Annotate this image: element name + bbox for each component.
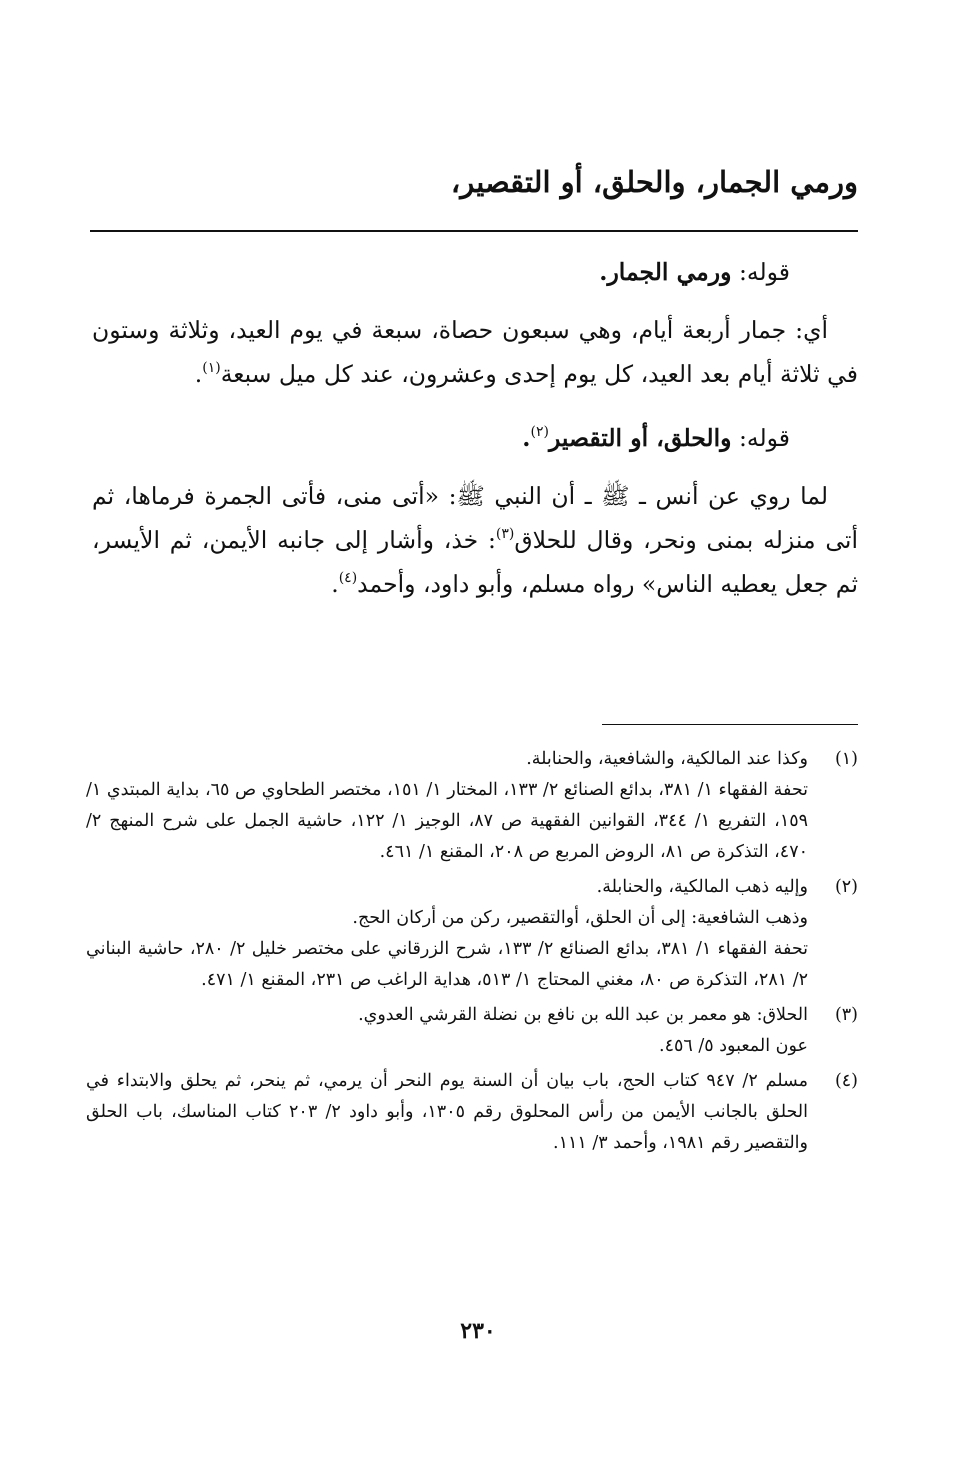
footnote-line: وذهب الشافعية: إلى أن الحلق، أوالتقصير، ركن من أركان الحج. (352, 908, 808, 928)
page-number: ٢٣٠ (460, 1318, 496, 1344)
footnote-number: (٢) (834, 877, 858, 897)
footnote-ref: (٤) (338, 570, 358, 586)
body-paragraph-1: أي: جمار أربعة أيام، وهي سبعون حصاة، سبعة في يوم العيد، وثلاثة وستون في ثلاثة أيام بعد العيد، كل يوم إحدى وعشرون، عند كل ميل سبعة$^{(١)}$. (92, 316, 858, 388)
main-text (92, 250, 858, 606)
footnote-number: (٤) (834, 1071, 858, 1091)
footnote-rule (602, 724, 858, 725)
qawl-heading: ورمي الجمار. (599, 258, 732, 286)
footnote-line: الحلاق: هو معمر بن عبد الله بن نافع بن نضلة القرشي العدوي. (358, 1005, 808, 1025)
qawl-heading: والحلق، أو التقصير (548, 424, 732, 452)
footnote-line: عون المعبود ٥/ ٤٥٦. (659, 1036, 808, 1056)
footnote (86, 1066, 858, 1159)
footnote-number: (٣) (834, 1005, 858, 1025)
qawl-prefix: قوله: (738, 424, 790, 452)
footnotes (86, 744, 858, 1163)
qawl-line-1 (92, 250, 858, 294)
running-head: ورمي الجمار، والحلق، أو التقصير، (450, 165, 858, 199)
footnote-line: تحفة الفقهاء ١/ ٣٨١، بدائع الصنائع ٢/ ١٣٣، المختار ١/ ١٥١، مختصر الطحاوي ص ٦٥، بداية المبتدي ١/ ١٥٩، التفريع ١/ ٣٤٤، القوانين الفقهية ص ٨٧، الوجيز ١/ ١٢٢، حاشية الجمل على شرح المنهج ٢/ ٤٧٠، التذكرة ص ٨١، الروض المربع ص ٢٠٨، المقنع ١/ ٤٦١. (86, 780, 809, 862)
footnote-line: وكذا عند المالكية، والشافعية، والحنابلة. (526, 749, 808, 769)
footnote (86, 744, 858, 868)
footnote-line: تحفة الفقهاء ١/ ٣٨١، بدائع الصنائع ٢/ ١٣٣، شرح الزرقاني على مختصر خليل ٢/ ٢٨٠، حاشية البناني ٢/ ٢٨١، التذكرة ص ٨٠، مغني المحتاج ١/ ٥١٣، هداية الراغب ص ٢٣١، المقنع ١/ ٤٧١. (86, 939, 809, 990)
qawl-line-2: قوله: والحلق، أو التقصير$^{(٢)}$. (522, 424, 790, 452)
footnote-line: مسلم ٢/ ٩٤٧ كتاب الحج، باب بيان أن السنة يوم النحر أن يرمي، ثم ينحر، ثم يحلق والابتداء في الحلق بالجانب الأيمن من رأس المحلوق رقم ١٣٠٥، وأبو داود ٢/ ٢٠٣ كتاب المناسك، باب الحلق والتقصير رقم ١٩٨١، وأحمد ٣/ ١١١. (86, 1071, 808, 1153)
footnote (86, 872, 858, 996)
footnote-line: وإليه ذهب المالكية، والحنابلة. (596, 877, 808, 897)
footnote-ref: (٣) (495, 526, 515, 542)
footnote-ref: (١) (202, 360, 221, 376)
qawl-prefix: قوله: (738, 258, 790, 286)
footnote-ref: (٢) (530, 424, 549, 440)
footnote (86, 1000, 858, 1062)
body-paragraph-2: لما روي عن أنس ـ ﷺ ـ أن النبي ﷺ: «أتى منى، فأتى الجمرة فرماها، ثم أتى منزله بمنى ونحر، وقال للحلاق$^{(٣)}$: خذ، وأشار إلى جانبه الأيمن، ثم الأيسر، ثم جعل يعطيه الناس» رواه مسلم، وأبو داود، وأحمد$^{(٤)}$. (92, 482, 859, 598)
header-rule (90, 230, 858, 232)
footnote-number: (١) (834, 749, 858, 769)
